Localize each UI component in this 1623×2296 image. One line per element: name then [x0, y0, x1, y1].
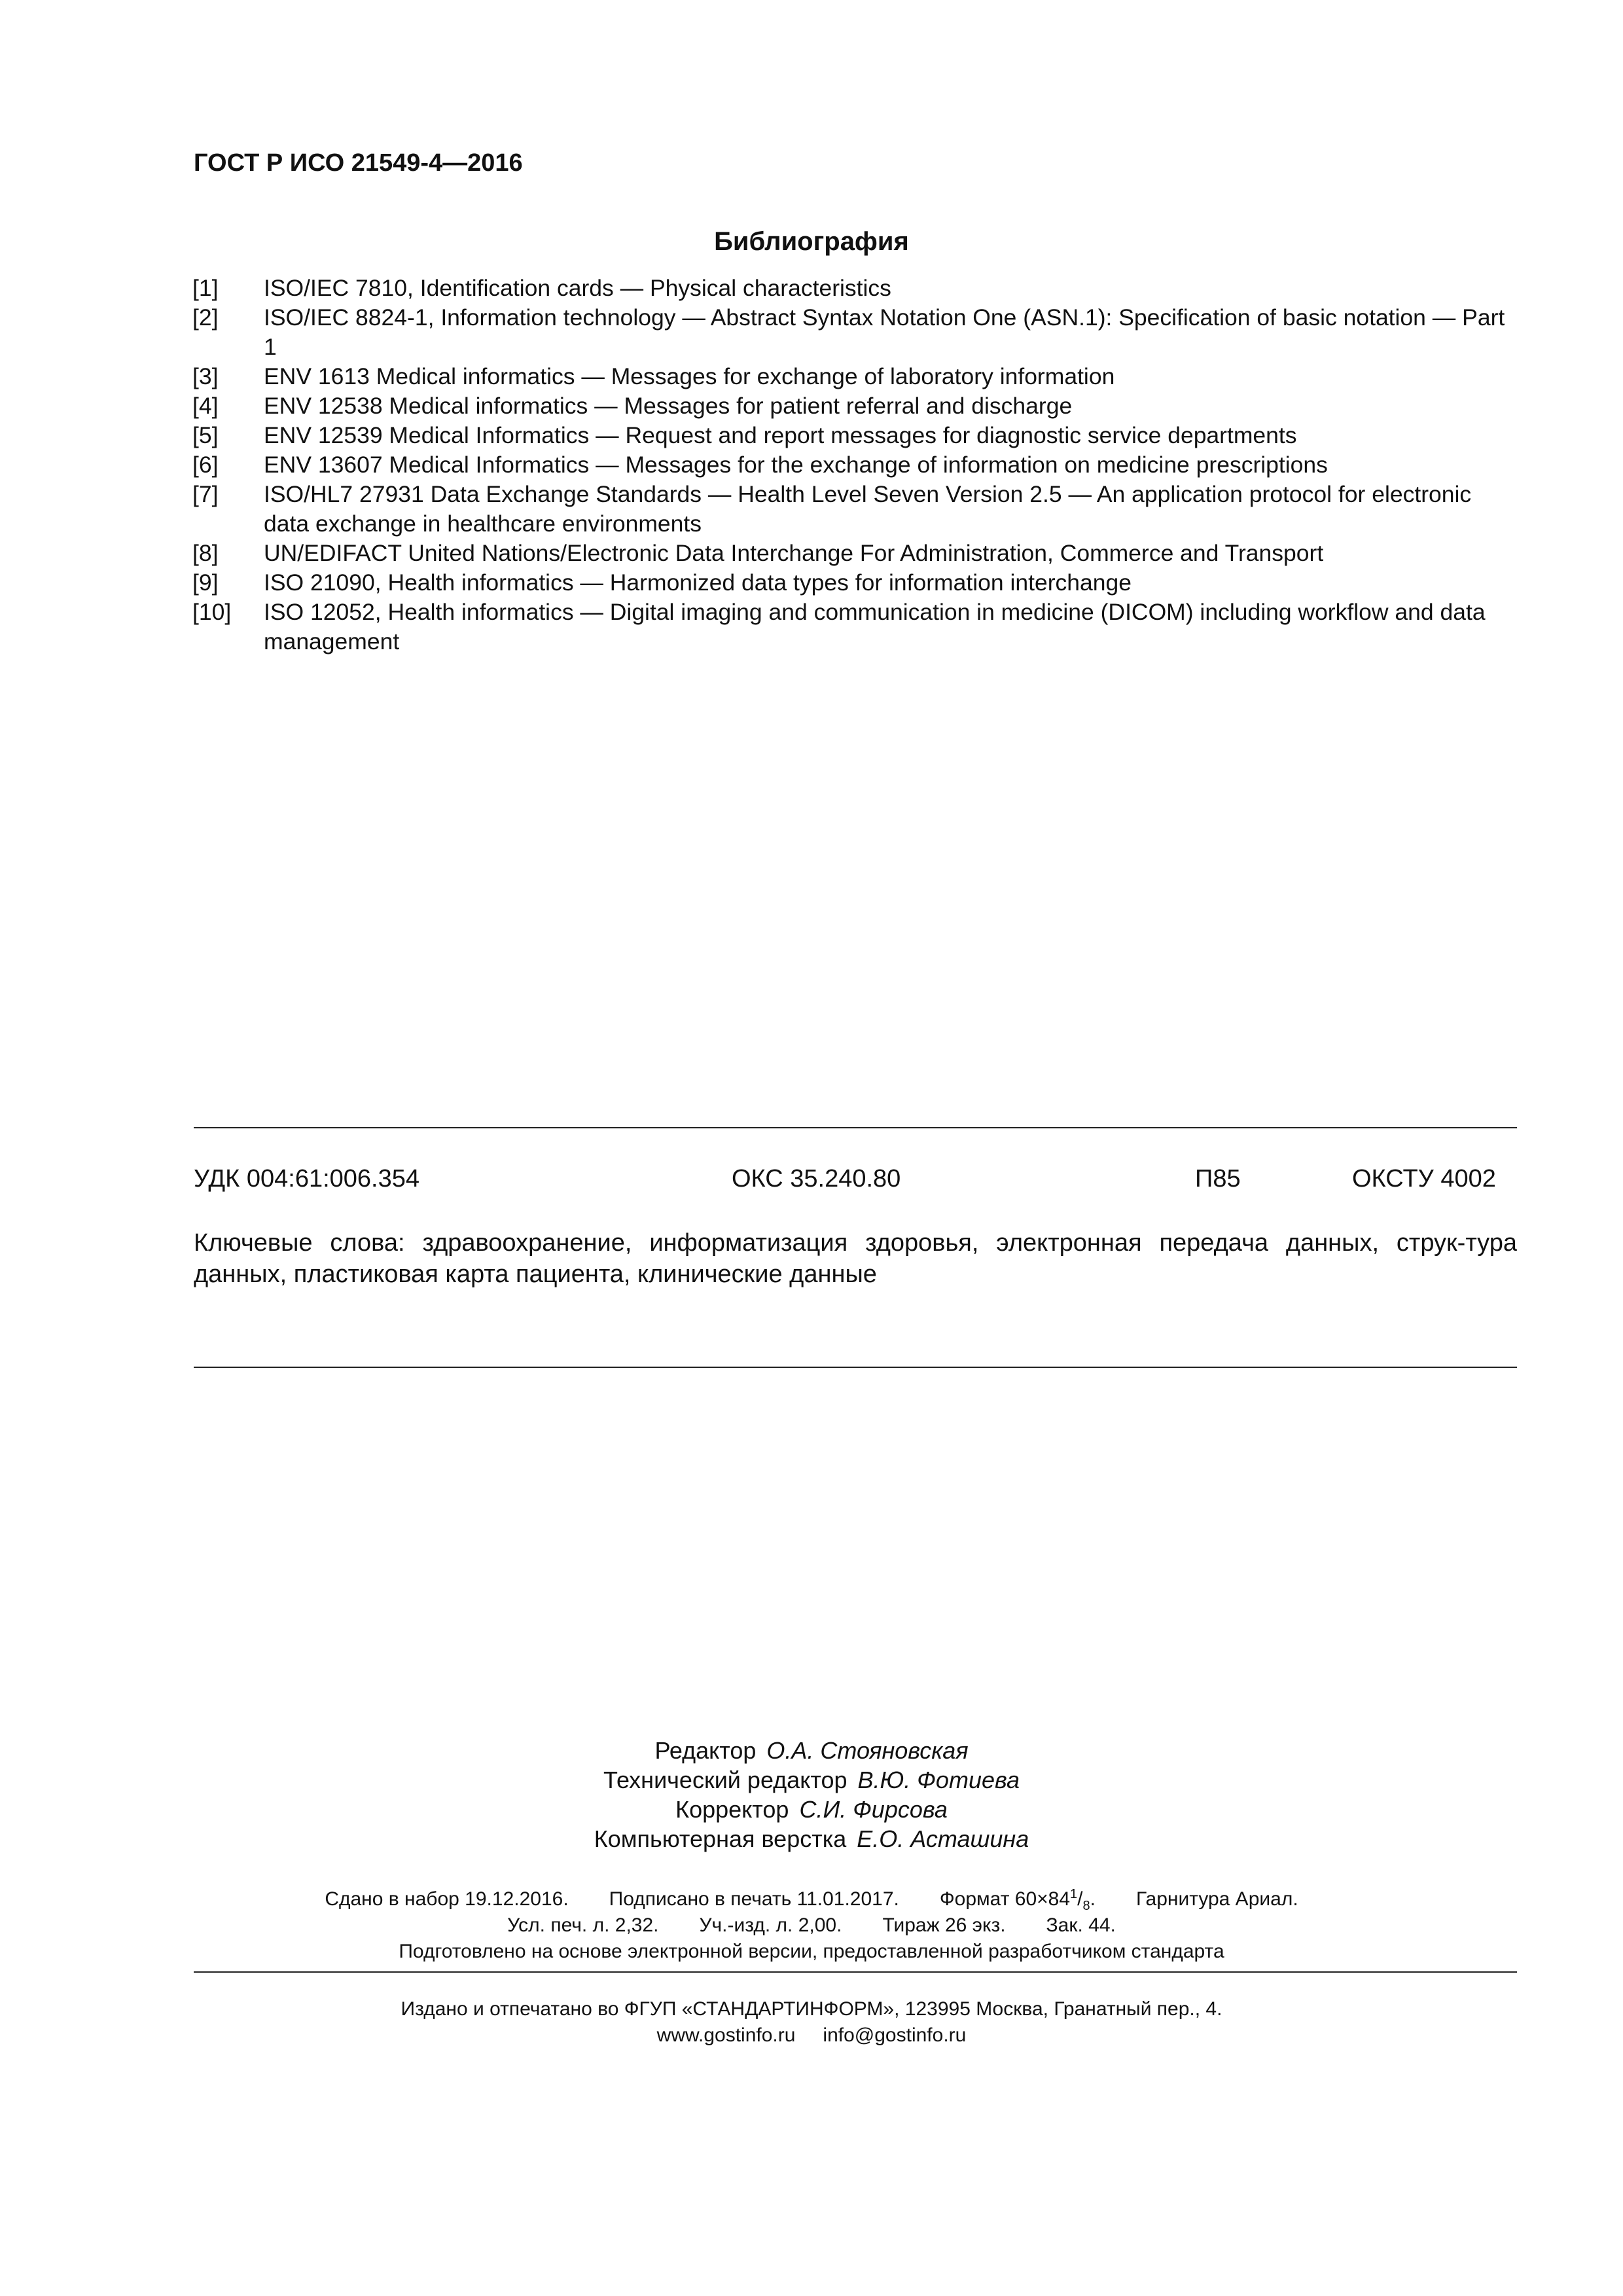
divider-bottom: [194, 1971, 1517, 1973]
format-separator: /: [1077, 1888, 1083, 1910]
bibliography-item-text: ENV 12538 Medical informatics — Messages for patient referral and discharge: [264, 393, 1073, 419]
submitted-date: Сдано в набор 19.12.2016.: [325, 1888, 569, 1910]
credit-name: О.А. Стояновская: [766, 1737, 969, 1764]
bibliography-item: [192, 568, 1517, 598]
bibliography-item-number: [7]: [192, 481, 219, 507]
bibliography-item: [192, 391, 1517, 421]
bibliography-item-number: [2]: [192, 304, 219, 331]
bibliography-item: [192, 421, 1517, 450]
credit-role: Технический редактор: [603, 1767, 847, 1793]
bibliography-item: [192, 303, 1517, 362]
bibliography-item-number: [5]: [192, 422, 219, 448]
bibliography-item-text: ISO/IEC 7810, Identification cards — Physical characteristics: [264, 275, 891, 301]
website-link[interactable]: www.gostinfo.ru: [656, 2024, 796, 2046]
email-link[interactable]: info@gostinfo.ru: [823, 2024, 967, 2046]
credits: [0, 1736, 1623, 1854]
imprint: [0, 1886, 1623, 1965]
imprint-line-2: [0, 1912, 1623, 1939]
bibliography-item-text: UN/EDIFACT United Nations/Electronic Data Interchange For Administration, Commerce and Transport: [264, 540, 1324, 566]
bibliography-item: [192, 274, 1517, 303]
bibliography-item-number: [6]: [192, 452, 219, 478]
bibliography-item-number: [1]: [192, 275, 219, 301]
format-suffix: .: [1090, 1888, 1096, 1910]
oks-code: ОКС 35.240.80: [732, 1165, 901, 1193]
print-sheets: Усл. печ. л. 2,32.: [507, 1914, 659, 1936]
bibliography-item-text: ENV 12539 Medical Informatics — Request and report messages for diagnostic service departments: [264, 422, 1297, 448]
publisher: [0, 1996, 1623, 2049]
bibliography-item-text: ISO/IEC 8824-1, Information technology — Abstract Syntax Notation One (ASN.1): Specification of basic notation — Part 1: [264, 304, 1505, 360]
credit-name: Е.О. Асташина: [857, 1825, 1029, 1852]
bibliography-item-text: ISO 21090, Health informatics — Harmonized data types for information interchange: [264, 569, 1132, 596]
publication-sheets: Уч.-изд. л. 2,00.: [699, 1914, 842, 1936]
format-denominator: 8: [1082, 1899, 1090, 1913]
format-numerator: 1: [1070, 1887, 1078, 1901]
bibliography-item: [192, 598, 1517, 656]
bibliography-item-text: ENV 13607 Medical Informatics — Messages for the exchange of information on medicine prescriptions: [264, 452, 1328, 478]
credit-role: Компьютерная верстка: [594, 1825, 847, 1852]
publisher-contacts: [0, 2022, 1623, 2049]
bibliography-item-text: ISO 12052, Health informatics — Digital imaging and communication in medicine (DICOM) including workflow and data management: [264, 599, 1486, 655]
bibliography-item-number: [9]: [192, 569, 219, 596]
imprint-line-1: [0, 1886, 1623, 1912]
format: [940, 1886, 1096, 1912]
credit-role: Редактор: [654, 1737, 757, 1764]
bibliography-list: [192, 274, 1517, 656]
divider-top: [194, 1127, 1517, 1128]
bibliography-item-number: [10]: [192, 599, 232, 625]
udk-code: УДК 004:61:006.354: [194, 1165, 420, 1193]
publisher-address: Издано и отпечатано во ФГУП «СТАНДАРТИНФОРМ», 123995 Москва, Гранатный пер., 4.: [401, 1998, 1222, 2020]
credit-technical-editor: [0, 1765, 1623, 1795]
imprint-line-3: [0, 1939, 1623, 1965]
typeface: Гарнитура Ариал.: [1135, 1888, 1298, 1910]
credit-editor: [0, 1736, 1623, 1765]
credit-role: Корректор: [675, 1796, 789, 1823]
credit-proofreader: [0, 1795, 1623, 1824]
divider-middle: [194, 1367, 1517, 1368]
format-prefix: Формат 60×84: [939, 1888, 1071, 1910]
bibliography-item-number: [4]: [192, 393, 219, 419]
p-code: П85: [1195, 1165, 1241, 1193]
bibliography-item: [192, 362, 1517, 391]
bibliography-item-number: [3]: [192, 363, 219, 389]
bibliography-item-text: ENV 1613 Medical informatics — Messages for exchange of laboratory information: [264, 363, 1115, 389]
bibliography-item: [192, 450, 1517, 480]
bibliography-item: [192, 539, 1517, 568]
keywords: Ключевые слова: здравоохранение, информатизация здоровья, электронная передача данных, струк-тура данных, пластиковая карта пациента, клинические данные: [194, 1229, 1517, 1288]
bibliography-item-text: ISO/HL7 27931 Data Exchange Standards — Health Level Seven Version 2.5 — An application protocol for electronic data exchange in healthcare environments: [264, 481, 1472, 537]
document-code: ГОСТ Р ИСО 21549-4—2016: [194, 149, 523, 177]
prepared-note: Подготовлено на основе электронной версии, предоставленной разработчиком стандарта: [399, 1941, 1224, 1962]
credit-layout: [0, 1824, 1623, 1854]
publisher-line: [0, 1996, 1623, 2022]
credit-name: В.Ю. Фотиева: [857, 1767, 1020, 1793]
print-run: Тираж 26 экз.: [882, 1914, 1006, 1936]
bibliography-item: [192, 480, 1517, 539]
credit-name: С.И. Фирсова: [799, 1796, 948, 1823]
okstu-code: ОКСТУ 4002: [1352, 1165, 1496, 1193]
bibliography-item-number: [8]: [192, 540, 219, 566]
bibliography-title: Библиография: [714, 227, 909, 256]
order-number: Зак. 44.: [1046, 1914, 1116, 1936]
signed-date: Подписано в печать 11.01.2017.: [609, 1888, 899, 1910]
